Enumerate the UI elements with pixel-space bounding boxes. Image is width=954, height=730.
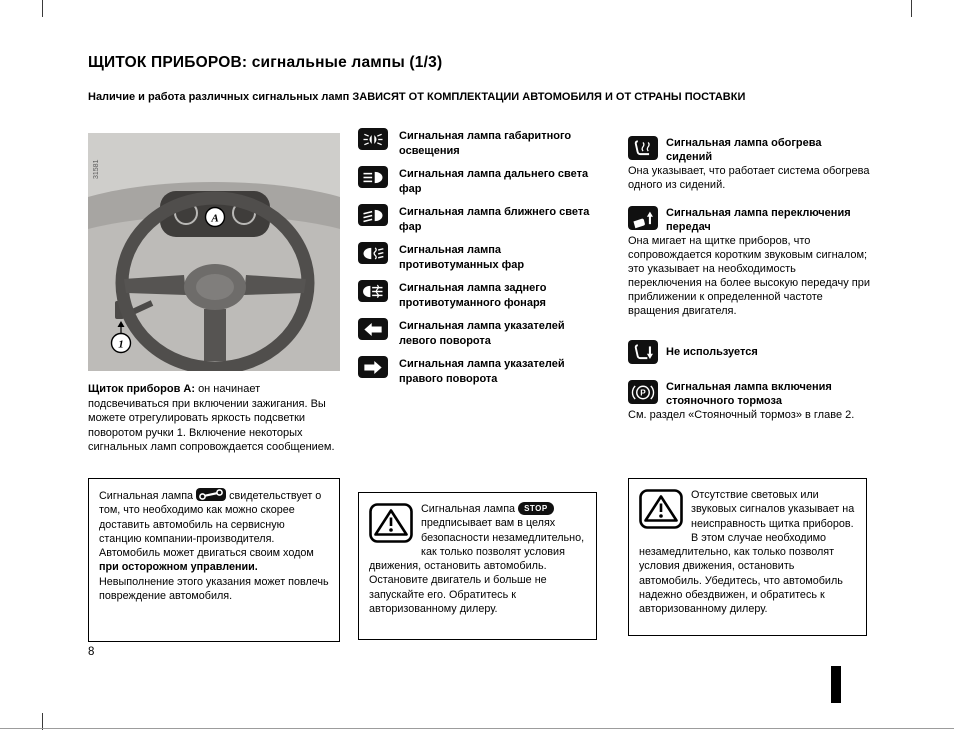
low-beam-icon bbox=[358, 204, 388, 226]
turn-left-icon bbox=[358, 318, 388, 340]
section-seat-heating bbox=[628, 136, 870, 192]
note-text: предписывает вам в целях безопасности незамедлительно, как только позволят условия движения, остановить автомобиль. Остановите двигатель и больше не запускайте его. Обратитесь к авторизованному дилеру. bbox=[369, 517, 585, 616]
service-warning-note bbox=[88, 478, 340, 642]
seat-heating-icon bbox=[628, 136, 658, 160]
list-item bbox=[358, 166, 600, 197]
page-bottom-rule bbox=[0, 728, 954, 729]
lamp-label: Сигнальная лампа заднего противотуманного фонаря bbox=[399, 282, 547, 309]
lamp-label: Сигнальная лампа указателей правого поворота bbox=[399, 358, 565, 385]
instrument-panel-paragraph bbox=[88, 382, 340, 455]
page-number: 8 bbox=[88, 646, 95, 658]
position-lamps-icon bbox=[358, 128, 388, 150]
lamp-label: Сигнальная лампа указателей левого поворота bbox=[399, 320, 565, 347]
section-parking-brake bbox=[628, 380, 870, 422]
callout-a bbox=[206, 208, 225, 227]
note-text: Отсутствие световых или звуковых сигналов указывает на неисправность щитка приборов. В этом случае необходимо незамедлительно, как только позволят условия движения, остановить автомобиль. Убедитесь, что автомобиль надежно обездвижен, и обратитесь к авторизованному дилеру. bbox=[639, 489, 855, 616]
dashboard-photo bbox=[88, 133, 340, 371]
steering-wheel-illustration bbox=[88, 133, 340, 371]
note-text: свидетельствует о том, что необходимо как можно скорее доставить автомобиль на сервисную станцию компании-производителя. Автомобиль может двигаться своим ходом bbox=[99, 490, 322, 560]
right-column bbox=[628, 136, 870, 436]
panel-failure-warning-note bbox=[628, 478, 867, 636]
stop-lamp-badge: STOP bbox=[518, 502, 554, 515]
section-body: Она мигает на щитке приборов, что сопровождается коротким звуковым сигналом; это указывает на необходимость переключения на более высокую передачу при приближении к определенной частоте вращения двигателя. bbox=[628, 235, 870, 317]
crop-mark-top-left bbox=[42, 0, 43, 17]
svg-text:P: P bbox=[640, 388, 646, 398]
lamp-label: Сигнальная лампа ближнего света фар bbox=[399, 206, 590, 233]
note-text: Невыполнение этого указания может повлечь повреждение автомобиля. bbox=[99, 575, 329, 603]
lamp-label: Сигнальная лампа противотуманных фар bbox=[399, 244, 525, 271]
lamp-label: Сигнальная лампа габаритного освещения bbox=[399, 130, 572, 157]
section-title: Сигнальная лампа переключения передач bbox=[666, 207, 851, 233]
section-gear-shift bbox=[628, 206, 870, 318]
gear-upshift-icon bbox=[628, 206, 658, 230]
warning-triangle-icon bbox=[369, 503, 413, 543]
not-used-icon bbox=[628, 340, 658, 364]
section-title: Сигнальная лампа включения стояночного тормоза bbox=[666, 381, 832, 407]
stop-warning-note bbox=[358, 492, 597, 640]
list-item bbox=[358, 280, 600, 311]
page-subtitle: Наличие и работа различных сигнальных ламп ЗАВИСЯТ ОТ КОМПЛЕКТАЦИИ АВТОМОБИЛЯ И ОТ СТРАНЫ ПОСТАВКИ bbox=[88, 91, 746, 103]
front-fog-icon bbox=[358, 242, 388, 264]
note-text-bold: при осторожном управлении. bbox=[99, 561, 258, 574]
crop-mark-top-right bbox=[911, 0, 912, 17]
section-title: Не используется bbox=[666, 346, 758, 358]
note-text: Сигнальная лампа bbox=[421, 503, 516, 515]
high-beam-icon bbox=[358, 166, 388, 188]
page-title: ЩИТОК ПРИБОРОВ: сигнальные лампы (1/3) bbox=[88, 54, 443, 71]
turn-right-icon bbox=[358, 356, 388, 378]
list-item bbox=[358, 204, 600, 235]
lamp-label: Сигнальная лампа дальнего света фар bbox=[399, 168, 589, 195]
section-title: Сигнальная лампа обогрева сидений bbox=[666, 137, 822, 163]
photo-reference-number: 31581 bbox=[93, 159, 100, 179]
lamp-list bbox=[358, 128, 600, 394]
paragraph-lead: Щиток приборов A: bbox=[88, 383, 195, 395]
paragraph-text: он начинает подсвечиваться при включении зажигания. Вы можете отрегулировать яркость подсветки поворотом ручки 1. Включение некоторых сигнальных ламп сопровождается сообщением. bbox=[88, 383, 335, 454]
section-body: Она указывает, что работает система обогрева одного из сидений. bbox=[628, 165, 870, 191]
list-item bbox=[358, 318, 600, 349]
chapter-index-bar bbox=[831, 666, 841, 703]
note-text: Сигнальная лампа bbox=[99, 490, 194, 502]
list-item bbox=[358, 356, 600, 387]
svg-text:A: A bbox=[211, 212, 219, 225]
parking-brake-icon bbox=[628, 380, 658, 404]
warning-triangle-icon bbox=[639, 489, 683, 529]
svg-text:1: 1 bbox=[118, 338, 124, 351]
list-item bbox=[358, 242, 600, 273]
rear-fog-icon bbox=[358, 280, 388, 302]
service-wrench-icon bbox=[196, 488, 226, 501]
list-item bbox=[358, 128, 600, 159]
section-body: См. раздел «Стояночный тормоз» в главе 2. bbox=[628, 409, 855, 421]
section-not-used bbox=[628, 340, 870, 366]
